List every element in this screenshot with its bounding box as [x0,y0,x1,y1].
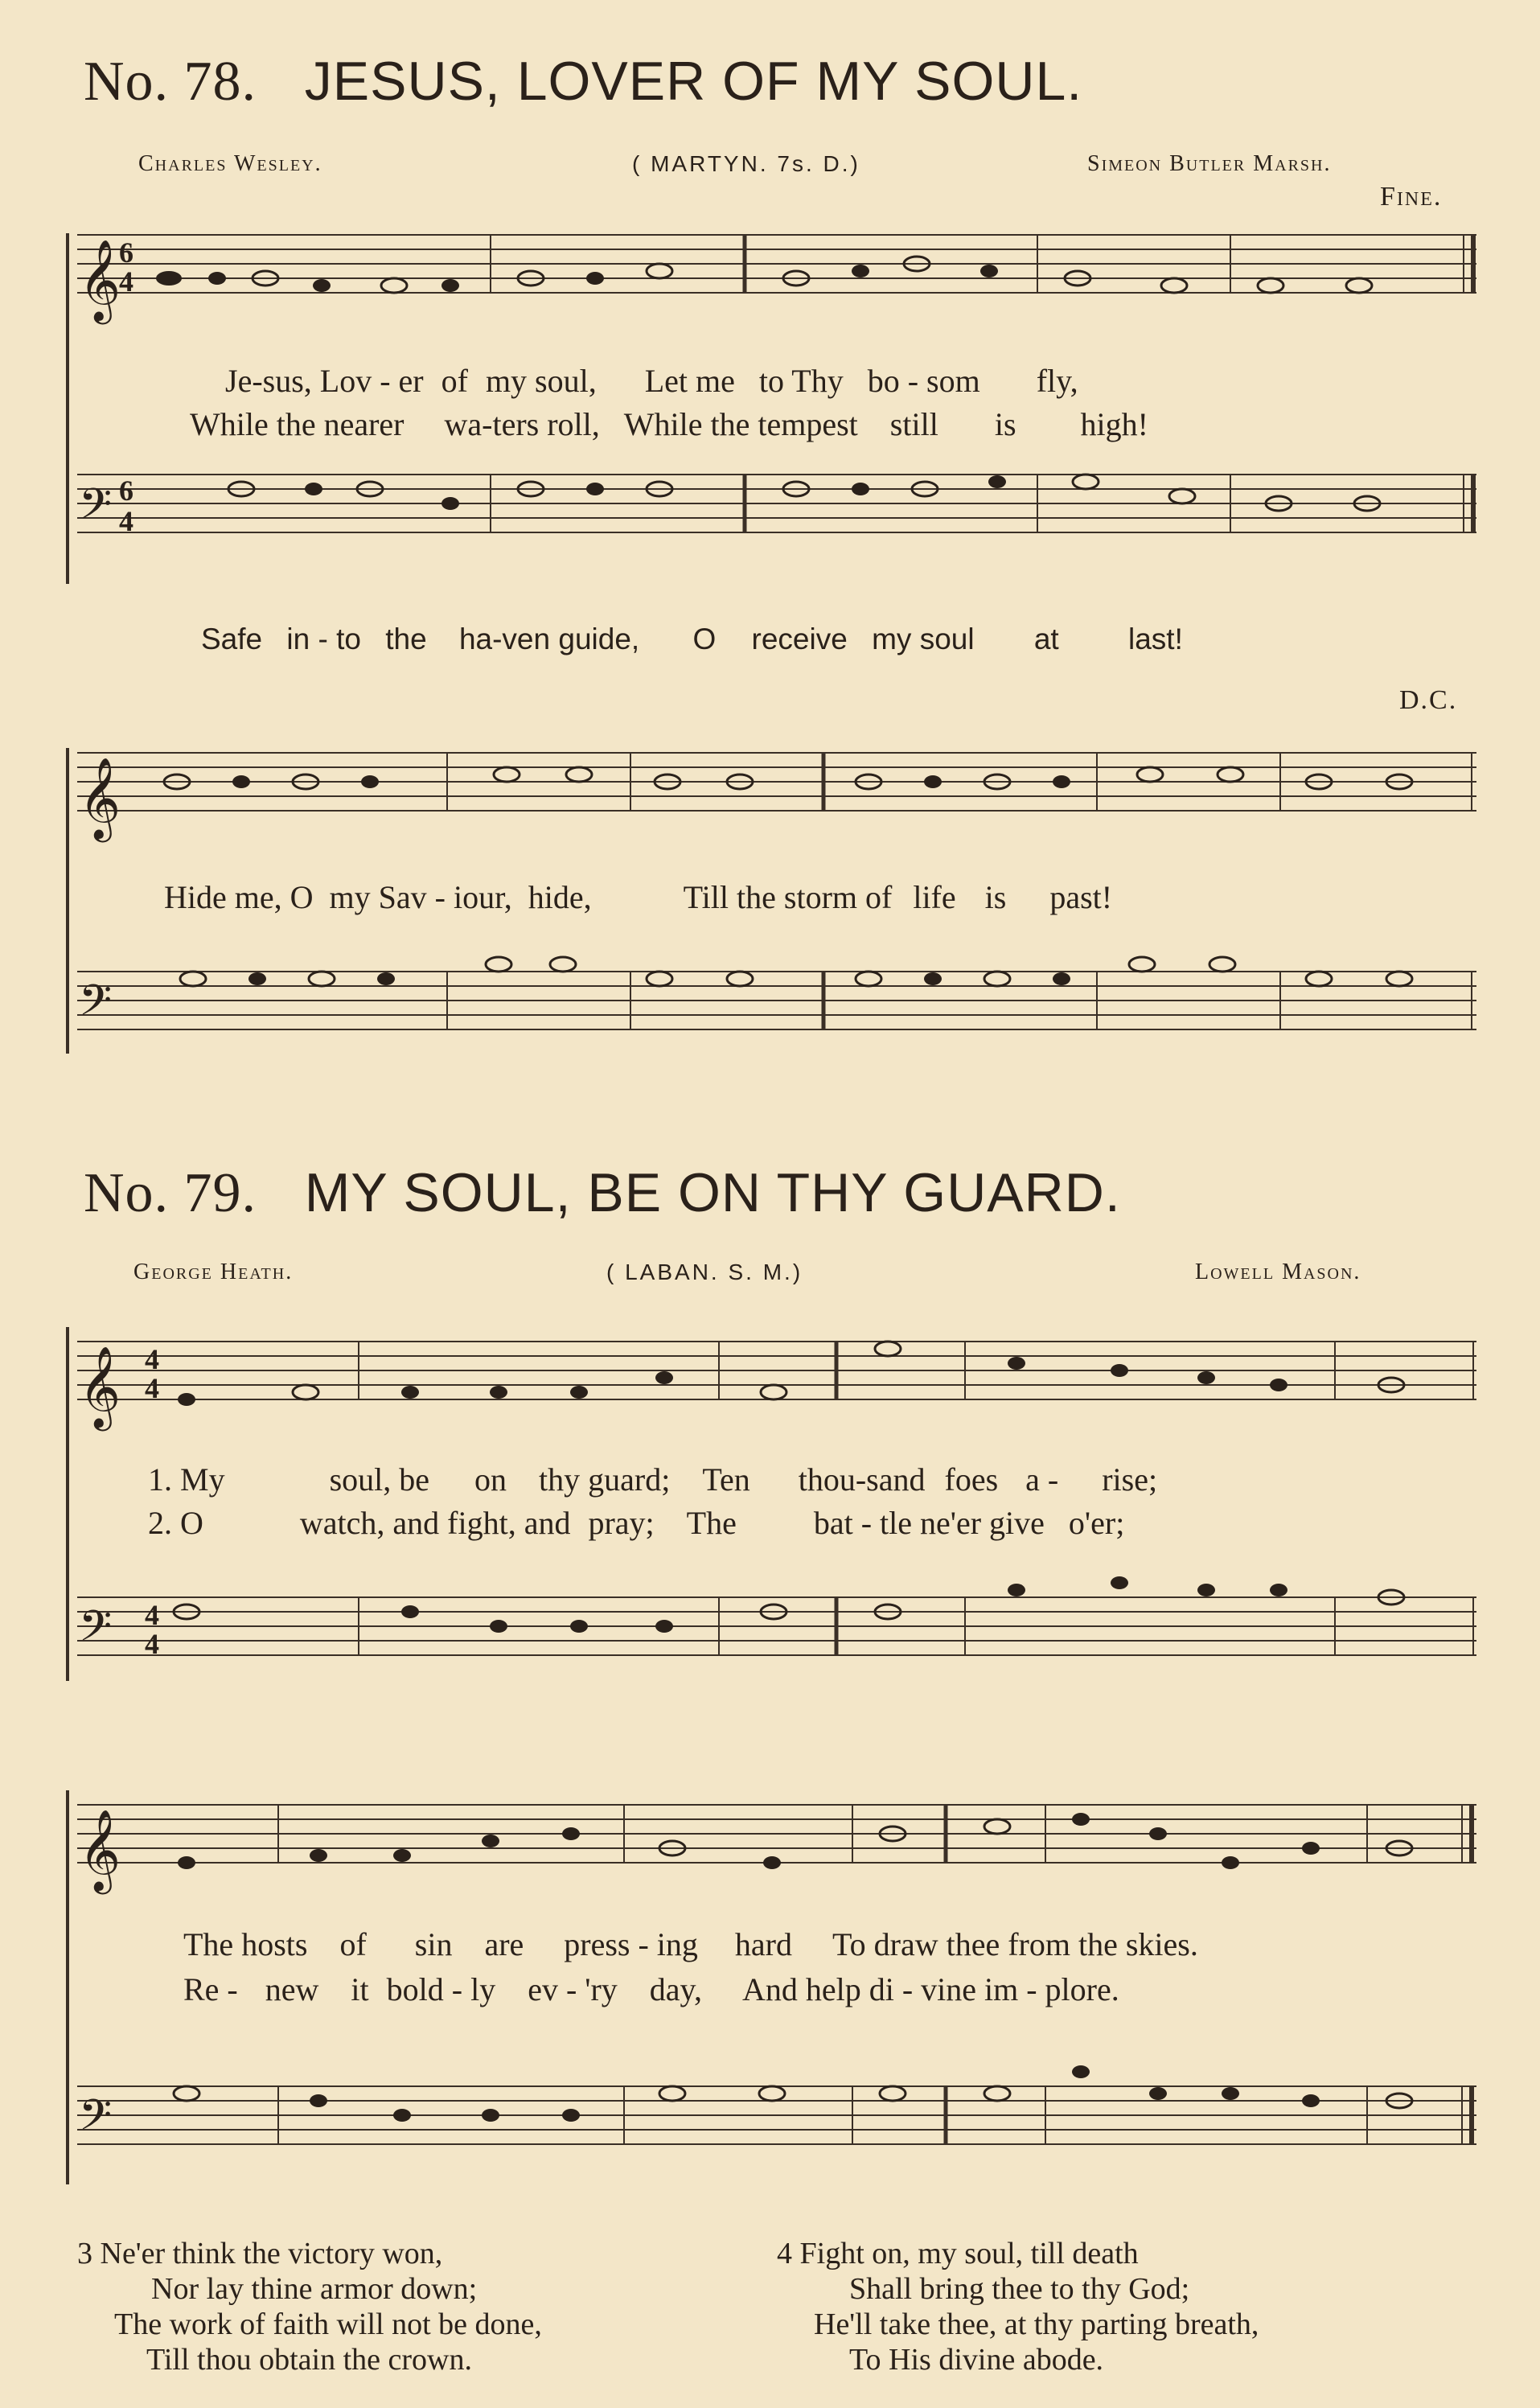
lyric-word: the [385,623,427,655]
lyric-word: And help di - vine im - plore. [741,1971,1119,2007]
hymn-78-title: JESUS, LOVER OF MY SOUL. [304,51,1083,112]
stanza-line: Shall bring thee to thy God; [849,2272,1190,2306]
lyric-word: life [913,879,956,915]
stanza-line: 4 Fight on, my soul, till death [777,2237,1139,2270]
stanza-line: The work of faith will not be done, [114,2307,542,2341]
hymn-79-system1-bass-staff [77,1597,1476,1655]
hymn-79-verse-1-line-b [183,1925,1198,1963]
lyric-word: is [984,879,1007,915]
hymn-79-stanza-4 [777,2236,1259,2377]
stanza-line: He'll take thee, at thy parting breath, [814,2307,1259,2341]
lyric-word: is [994,406,1016,442]
hymn-79-system1-barlines [359,1342,1473,1655]
hymn-79-system2-bass-staff [77,2086,1476,2144]
lyric-word: still [889,406,938,442]
stanza-line: 3 Ne'er think the victory won, [77,2237,443,2270]
hymn-79-system2-treble-staff [77,1805,1476,1863]
lyric-word: hide, [528,879,592,915]
lyric-word: past! [1049,879,1113,915]
svg-text:4: 4 [145,1372,159,1404]
hymn-79-verse-2-line-b [183,1970,1119,2008]
lyric-word: in - to [286,623,361,655]
lyric-word: While the tempest [623,406,858,442]
stanza-line: To His divine abode. [849,2343,1104,2377]
lyric-word: receive [751,623,848,655]
lyric-word: ha-ven guide, [458,623,640,655]
hymn-79-composer: Lowell Mason. [1195,1259,1361,1284]
lyric-word: ev - 'ry [528,1971,618,2007]
lyric-word: to Thy [758,363,844,399]
hymn-79-verse-2-line-a [148,1504,1124,1542]
lyric-word: a - [1025,1461,1059,1498]
hymn-79-title: MY SOUL, BE ON THY GUARD. [304,1162,1121,1223]
hymn-78-fine-mark: Fine. [1380,182,1443,212]
lyric-word: last! [1128,623,1183,655]
lyric-word: new [265,1971,319,2007]
lyric-word: my Sav - iour, [329,879,512,915]
lyric-word: soul, be [329,1461,430,1498]
lyric-word: Je-sus, [225,363,312,399]
lyric-word: my soul [872,623,975,655]
lyric-word: my soul, [485,363,597,399]
lyric-word: Hide me, O [164,879,314,915]
lyric-word: Let me [644,363,735,399]
lyric-word: wa-ters roll, [444,406,600,442]
lyric-word: bo - som [867,363,980,399]
svg-text:6: 6 [119,236,133,269]
lyric-word: at [1033,623,1059,655]
hymn-78-bass-clef-2-icon: 𝄢 [79,976,113,1036]
lyric-word: watch, and fight, and [299,1505,571,1541]
lyric-word: bat - tle ne'er give [813,1505,1045,1541]
lyric-word: it [351,1971,369,2007]
lyric-word: high! [1080,406,1148,442]
svg-text:4: 4 [119,265,133,298]
lyric-word: of [441,363,468,399]
hymn-79-bass-clef-2-icon: 𝄢 [79,2091,113,2151]
hymn-78-bass-clef-icon: 𝄢 [79,480,113,540]
hymn-78-composer: Simeon Butler Marsh. [1087,151,1332,176]
lyric-word: O [692,623,717,655]
lyric-word: Safe [201,623,263,655]
stanza-line: Nor lay thine armor down; [151,2272,478,2306]
hymn-78-treble-clef-2-icon: 𝄞 [79,756,121,839]
hymn-79-tune: ( LABAN. S. M.) [606,1259,803,1284]
hymn-79-system1-treble-staff [77,1342,1476,1399]
lyric-word: press - ing [564,1926,698,1962]
lyric-word: 1. My [148,1461,225,1498]
hymn-79-time-signature [145,1343,159,1660]
svg-text:4: 4 [119,505,133,537]
lyric-word: fly, [1036,363,1078,399]
lyric-word: thy guard; [539,1461,671,1498]
lyric-word: day, [649,1971,702,2007]
lyric-word: The hosts [183,1926,308,1962]
hymn-79-stanza-3 [77,2236,542,2377]
lyric-word: Ten [702,1461,750,1498]
lyric-word: rise; [1102,1461,1158,1498]
stanza-line: Till thou obtain the crown. [146,2343,472,2377]
hymn-79-treble-clef-icon: 𝄞 [79,1345,121,1428]
lyric-word: The [686,1505,737,1541]
hymn-78-author: Charles Wesley. [138,151,322,176]
lyric-word: of [339,1926,367,1962]
hymn-79-verse-1-line-a [148,1461,1157,1498]
svg-text:4: 4 [145,1599,159,1631]
lyric-word: hard [734,1926,792,1962]
lyric-word: are [484,1926,524,1962]
lyric-word: Till the storm of [683,879,893,915]
lyric-word: Lov - er [319,363,424,399]
lyric-word: foes [944,1461,999,1498]
lyric-word: bold - ly [386,1971,496,2007]
lyric-word: Re - [183,1971,238,2007]
hymn-78-number: No. 78. [84,51,257,113]
svg-text:6: 6 [119,475,133,507]
hymn-78-treble-clef-icon: 𝄞 [79,238,121,321]
hymn-79-treble-clef-2-icon: 𝄞 [79,1808,121,1891]
lyric-word: o'er; [1068,1505,1125,1541]
lyric-word: thou-sand [798,1461,926,1498]
lyric-word: on [474,1461,507,1498]
lyric-word: sin [414,1926,453,1962]
hymn-78-dc-mark: D.C. [1399,685,1458,715]
hymn-79-bass-clef-icon: 𝄢 [79,1602,113,1662]
lyric-word: To draw thee from the skies. [832,1926,1198,1962]
lyric-word: pray; [588,1505,655,1541]
hymn-79-number: No. 79. [84,1162,257,1224]
hymn-79-author: George Heath. [133,1259,294,1284]
lyric-word: While the nearer [190,406,405,442]
lyric-word: 2. O [148,1505,203,1541]
hymn-78-tune: ( MARTYN. 7s. D.) [632,151,860,176]
svg-text:4: 4 [145,1343,159,1375]
svg-text:4: 4 [145,1628,159,1660]
